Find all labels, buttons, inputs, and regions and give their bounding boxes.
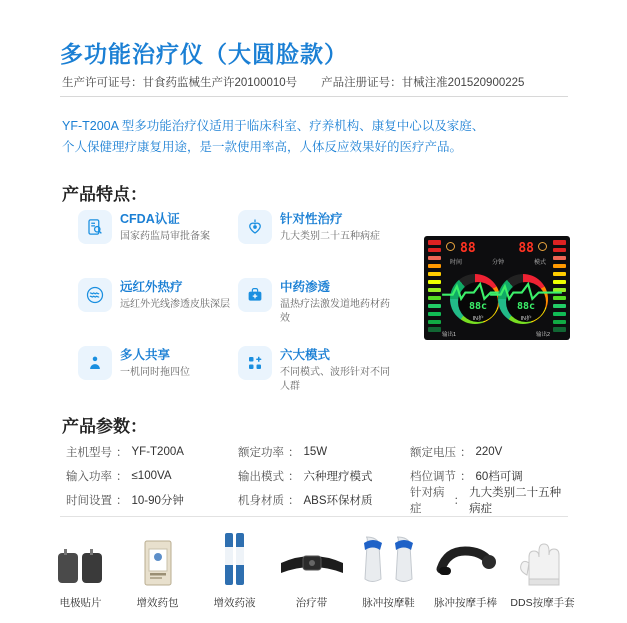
production-license	[62, 74, 297, 90]
time-label: 时间	[450, 260, 463, 266]
feature-title: 多人共享	[120, 348, 171, 362]
feature-desc: 远红外光线渗透皮肤深层	[120, 299, 230, 310]
gauge-right	[498, 274, 548, 324]
param-item: 时间设置 ： 10-90分钟	[66, 488, 238, 512]
dds-gloves-icon	[504, 525, 581, 587]
param-item: 档位调节 ： 60档可调	[410, 464, 568, 488]
param-item: 针对病症 ： 九大类别二十五种病症	[410, 488, 568, 512]
certificate-icon	[78, 210, 112, 244]
led-segment	[553, 304, 566, 309]
accessory-caption: 增效药包	[136, 597, 179, 609]
feature-title: 远红外热疗	[120, 280, 183, 294]
param-value: ≤100VA	[131, 470, 172, 482]
medicine-bag-icon	[238, 278, 272, 312]
param-item: 额定电压 ： 220V	[410, 446, 503, 459]
param-key: 额定电压	[410, 447, 456, 459]
medicine-pack-icon	[119, 525, 196, 587]
feature-item	[78, 278, 238, 336]
feature-title: 针对性治疗	[280, 212, 343, 226]
led-segment	[428, 320, 441, 325]
production-license-label: 生产许可证号：	[62, 77, 143, 89]
feature-title: CFDA认证	[120, 212, 180, 226]
accessory-item	[350, 525, 427, 610]
mode-icon	[538, 242, 547, 251]
param-item: 输出模式 ： 六种理疗模式	[238, 464, 410, 488]
output-label-right: 输出2	[536, 332, 551, 338]
accessories-row	[42, 525, 582, 610]
param-value: 15W	[303, 446, 328, 458]
accessory-caption: 治疗带	[295, 597, 328, 609]
medicine-liquid-icon	[196, 525, 273, 587]
param-value: 10-90分钟	[131, 495, 184, 507]
param-key: 机身材质	[238, 495, 284, 507]
params-divider	[60, 516, 568, 517]
massage-shoes-icon	[350, 525, 427, 587]
ecg-waveform-icon	[471, 282, 570, 301]
license-row	[62, 74, 567, 90]
feature-desc: 温热疗法激发道地药材药效	[280, 299, 390, 324]
mode-digits: 88	[518, 241, 534, 256]
params-heading: 产品参数：	[62, 417, 147, 436]
feature-desc: 不同模式、波形针对不同人群	[280, 367, 390, 392]
gauge-left-sub: IN护	[472, 316, 484, 322]
gauge-right-value	[517, 302, 535, 312]
feature-desc: 国家药监局审批备案	[120, 231, 210, 242]
gauge-right-sub: IN护	[520, 316, 532, 322]
gauge-left-value	[469, 302, 487, 312]
time-digits: 88	[460, 241, 476, 256]
led-segment	[553, 320, 566, 325]
features-grid	[78, 210, 408, 404]
intro-text	[62, 116, 567, 158]
accessory-item	[196, 525, 273, 610]
page-title: 多功能治疗仪（大圆脸款）	[60, 41, 348, 67]
param-value: 九大类别二十五种病症	[469, 487, 562, 515]
param-value: 60档可调	[475, 471, 523, 483]
accessory-item	[42, 525, 119, 610]
grid-plus-icon	[238, 346, 272, 380]
param-item: 输入功率 ： ≤100VA	[66, 470, 172, 483]
feature-item	[238, 346, 398, 404]
feature-item	[238, 210, 398, 268]
accessory-caption: 脉冲按摩手棒	[434, 597, 497, 609]
accessory-item	[504, 525, 581, 610]
param-value: YF-T200A	[131, 446, 184, 458]
electrode-pads-icon	[42, 525, 119, 587]
production-license-value: 甘食药监械生产许20100010号	[142, 77, 298, 89]
accessory-caption: 电极贴片	[59, 597, 102, 609]
param-value: 六种理疗模式	[303, 471, 373, 483]
registration-value: 甘械注准201520900225	[401, 77, 525, 89]
output-label-left: 输出1	[442, 332, 457, 338]
clock-icon	[446, 242, 455, 251]
params-grid	[66, 440, 568, 515]
param-item: 主机型号 ： YF-T200A	[66, 446, 184, 459]
param-value: ABS环保材质	[303, 495, 373, 507]
param-key: 额定功率	[238, 447, 284, 459]
accessory-item	[427, 525, 504, 610]
param-key: 输出模式	[238, 471, 284, 483]
accessory-caption: 脉冲按摩鞋	[362, 597, 415, 609]
target-heart-icon	[238, 210, 272, 244]
param-key: 输入功率	[66, 471, 112, 483]
accessory-item	[273, 525, 350, 610]
feature-item	[78, 346, 238, 404]
gauge-left-number: 88	[468, 301, 481, 312]
intro-line-1: YF-T200A 型多功能治疗仪适用于临床科室、疗养机构、康复中心以及家庭、	[62, 119, 485, 133]
gauge-right-inner	[506, 282, 546, 322]
param-key: 时间设置	[66, 495, 112, 507]
gauge-right-unit: c	[529, 301, 536, 312]
led-segment	[428, 272, 441, 277]
feature-item	[238, 278, 398, 336]
accessory-item	[119, 525, 196, 610]
multi-user-icon	[78, 346, 112, 380]
param-item: 额定功率 ： 15W	[238, 446, 328, 459]
led-segment	[553, 272, 566, 277]
led-segment	[428, 304, 441, 309]
minute-label: 分钟	[491, 260, 504, 266]
device-label-row	[450, 257, 546, 266]
registration-label: 产品注册证号：	[321, 77, 402, 89]
massage-wand-icon	[427, 525, 504, 587]
param-key: 档位调节	[410, 471, 456, 483]
led-segment	[428, 312, 441, 317]
led-segment	[553, 312, 566, 317]
header-divider	[60, 96, 568, 97]
led-segment	[428, 327, 441, 332]
intro-line-2: 个人保健理疗康复用途，是一款使用率高，人体反应效果好的医疗产品。	[62, 140, 463, 154]
feature-title: 中药渗透	[280, 280, 331, 294]
param-key: 针对病症	[410, 487, 445, 515]
therapy-device-display	[424, 236, 570, 340]
gauge-left-unit: c	[481, 301, 488, 312]
therapy-belt-icon	[273, 525, 350, 587]
mode-label: 模式	[533, 260, 546, 266]
infrared-wave-icon	[78, 278, 112, 312]
param-key: 主机型号	[66, 447, 112, 459]
device-top-panel	[424, 236, 570, 270]
feature-title: 六大模式	[280, 348, 331, 362]
led-segment	[553, 327, 566, 332]
gauge-right-number: 88	[516, 301, 529, 312]
feature-item	[78, 210, 238, 268]
accessory-caption: DDS按摩手套	[510, 597, 575, 609]
param-value: 220V	[475, 446, 503, 458]
features-heading: 产品特点：	[62, 185, 147, 204]
device-digit-row	[460, 241, 534, 256]
registration-number	[321, 74, 524, 90]
feature-desc: 一机同时拖四位	[120, 367, 190, 378]
param-item: 机身材质 ： ABS环保材质	[238, 488, 410, 512]
feature-desc: 九大类别二十五种病症	[280, 231, 380, 242]
accessory-caption: 增效药液	[213, 597, 256, 609]
